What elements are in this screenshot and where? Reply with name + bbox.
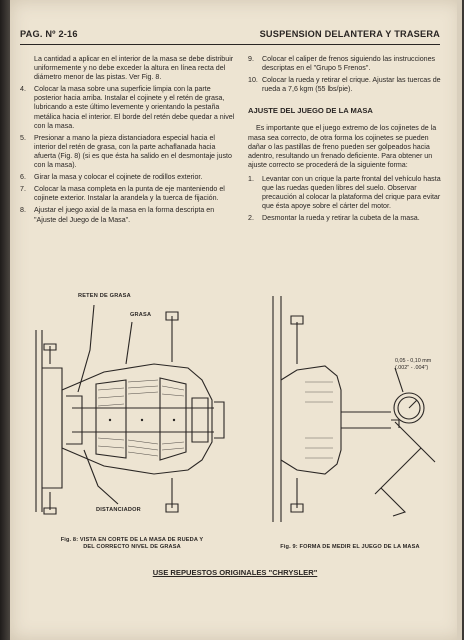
right-column — [248, 55, 443, 226]
endplay-spec-metric: 0,05 - 0,10 mm — [395, 358, 432, 364]
procedure-text: Levantar con un crique la parte frontal del vehículo hasta que las ruedas queden libres del suelo. Observar precaución al colocar la plataforma del crique para evitar que ésta apoye sobre el cárter del motor. — [262, 174, 441, 211]
step-text: Presionar a mano la pieza distanciadora especial hacia el interior del retén de grasa, con la parte achaflanada hacia afuerta (Fig. 8) (si es que ésta ha salido en el desmontaje justo con la masa). — [34, 133, 232, 170]
step-number: 7. — [20, 185, 26, 194]
page-number: PAG. Nº 2-16 — [20, 29, 78, 39]
hub-section-drawing — [22, 272, 237, 530]
section-body: Es importante que el juego extremo de los cojinetes de la masa sea correcto, de otra forma los cojinetes se pueden dañar o las pastillas de freno pueden ser golpeados hacia adentro, resultando un frenado deficiente. Para obtener un ajuste correcto se procederá de la siguiente forma: — [248, 124, 437, 169]
step-number: 10. — [248, 76, 258, 85]
procedure-item — [248, 175, 443, 211]
step-number: 6. — [20, 173, 26, 182]
callout-grasa: GRASA — [130, 312, 152, 318]
figure-9-caption: Fig. 9: FORMA DE MEDIR EL JUEGO DE LA MASA — [280, 544, 420, 550]
page-right-strip — [457, 0, 462, 640]
page-header — [20, 27, 440, 45]
step-text: Colocar la masa sobre una superficie limpia con la parte posterior hacia arriba. Instalar el cojinete y el retén de grasa, lubricando a este último levemente y orientando la pestaña metálica hacia el interior. El borde del retén debe quedar a nivel con la masa. — [34, 85, 235, 130]
step-number: 4. — [20, 85, 26, 94]
procedure-number: 1. — [248, 174, 254, 183]
step-item — [20, 185, 235, 203]
step-item — [20, 173, 235, 182]
step-number: 8. — [20, 206, 26, 215]
section-heading: AJUSTE DEL JUEGO DE LA MASA — [248, 106, 373, 116]
step-text: Colocar la masa completa en la punta de eje manteniendo el cojinete exterior. Instalar la arandela y la tuerca de fijación. — [34, 185, 225, 203]
figure-8-caption-line-2: DEL CORRECTO NIVEL DE GRASA — [83, 544, 181, 551]
step-text: Colocar la rueda y retirar el crique. Ajustar las tuercas de rueda a 7,6 kgm (55 lbs/pie). — [262, 76, 441, 94]
step-item — [248, 76, 443, 94]
endplay-spec-imperial: (.002" - .004") — [395, 365, 429, 371]
procedure-text: Desmontar la rueda y retirar la cubeta de la masa. — [262, 214, 420, 223]
endplay-spec — [395, 358, 431, 372]
scan-left-edge — [0, 0, 10, 640]
step-item — [20, 85, 235, 130]
left-column — [20, 55, 235, 228]
header-rule — [20, 44, 440, 45]
callout-reten-de-grasa: RETEN DE GRASA — [78, 293, 131, 299]
figure-8-caption-line-1: Fig. 8: VISTA EN CORTE DE LA MASA DE RUEDA Y — [60, 537, 204, 543]
step-number: 9. — [248, 55, 254, 63]
figure-8-caption — [34, 537, 230, 552]
step-number: 5. — [20, 133, 26, 142]
step-text: Ajustar el juego axial de la masa en la forma descripta en "Ajuste del Juego de la Masa". — [34, 206, 215, 224]
figure-9-dial-indicator — [245, 272, 443, 530]
step-item — [20, 134, 235, 170]
step-text: Colocar el caliper de frenos siguiendo las instrucciones descriptas en el "Grupo 5 Frenos". — [262, 55, 436, 73]
intro-paragraph: La cantidad a aplicar en el interior de la masa se debe distribuir uniformemente y no debe exceder la altura en línea recta del diámetro menor de las pistas. Ver Fig. 8. — [34, 55, 234, 82]
page-footer: USE REPUESTOS ORIGINALES "CHRYSLER" — [152, 568, 318, 577]
procedure-item — [248, 214, 443, 223]
step-item — [248, 55, 443, 73]
section-title: SUSPENSION DELANTERA Y TRASERA — [259, 29, 440, 39]
dial-indicator-drawing — [245, 272, 443, 530]
step-text: Girar la masa y colocar el cojinete de rodillos exterior. — [34, 173, 203, 182]
procedure-number: 2. — [248, 214, 254, 223]
figure-8-hub-section — [22, 272, 237, 530]
callout-distanciador: DISTANCIADOR — [96, 507, 141, 513]
step-item — [20, 206, 235, 224]
